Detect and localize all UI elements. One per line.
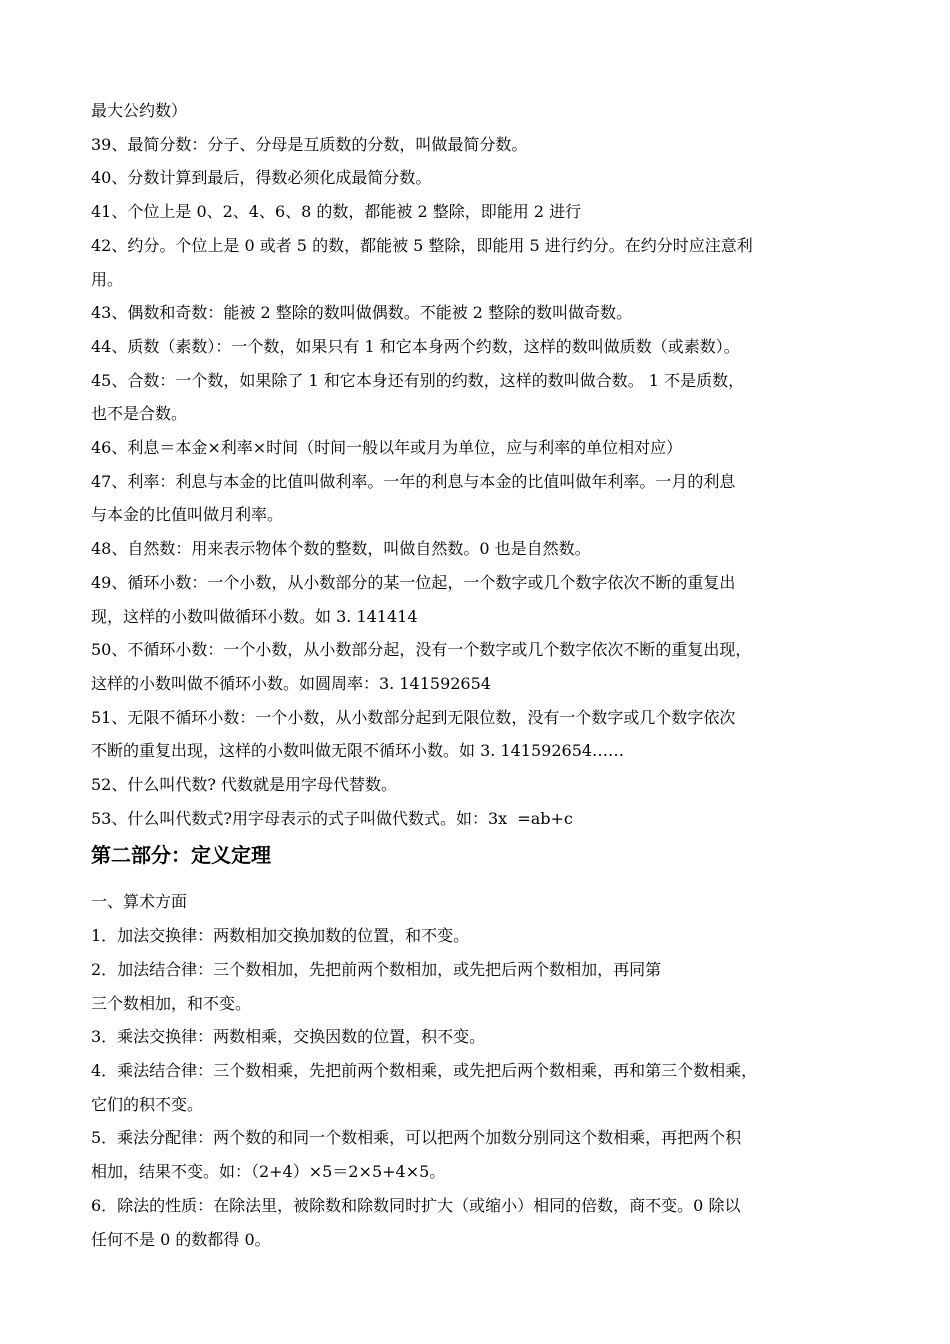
text-line: 44、质数（素数）：一个数，如果只有 1 和它本身两个约数，这样的数叫做质数（或素数）。 [91,336,740,356]
text-line: 用。 [91,269,124,289]
text-line: 41、个位上是 0、2、4、6、8 的数，都能被 2 整除，即能用 2 进行 [91,202,582,222]
text-line: 3．乘法交换律：两数相乘，交换因数的位置，积不变。 [91,1027,486,1047]
text-line: 53、什么叫代数式?用字母表示的式子叫做代数式。如：3x =ab+c [91,808,573,828]
text-line: 与本金的比值叫做月利率。 [91,505,284,525]
text-line: 现，这样的小数叫做循环小数。如 3. 141414 [91,606,418,626]
text-line: 49、循环小数：一个小数，从小数部分的某一位起，一个数字或几个数字依次不断的重复出 [91,572,736,592]
text-line: 它们的积不变。 [91,1094,204,1114]
text-line: 4．乘法结合律：三个数相乘，先把前两个数相乘，或先把后两个数相乘，再和第三个数相乘， [91,1060,758,1080]
text-line: 51、无限不循环小数：一个小数，从小数部分起到无限位数，没有一个数字或几个数字依次 [91,707,736,727]
text-line: 一、算术方面 [91,892,188,912]
text-line: 任何不是 0 的数都得 0。 [91,1229,271,1249]
text-line: 相加，结果不变。如：（2+4）×5＝2×5+4×5。 [91,1162,446,1182]
text-line: 6．除法的性质：在除法里，被除数和除数同时扩大（或缩小）相同的倍数，商不变。0 除以 [91,1195,741,1215]
text-line: 45、合数：一个数，如果除了 1 和它本身还有别的约数，这样的数叫做合数。 1 不是质数， [91,370,745,390]
text-line: 2．加法结合律：三个数相加，先把前两个数相加，或先把后两个数相加，再同第 [91,959,662,979]
text-line: 50、不循环小数：一个小数，从小数部分起，没有一个数字或几个数字依次不断的重复出现， [91,640,752,660]
text-line: 48、自然数：用来表示物体个数的整数，叫做自然数。0 也是自然数。 [91,539,591,559]
text-line: 46、利息＝本金×利率×时间（时间一般以年或月为单位，应与利率的单位相对应） [91,438,683,458]
text-line: 三个数相加，和不变。 [91,993,252,1013]
text-line: 最大公约数） [91,101,188,120]
text-line: 47、利率：利息与本金的比值叫做利率。一年的利息与本金的比值叫做年利率。一月的利息 [91,471,736,491]
section-heading: 第二部分：定义定理 [91,843,271,868]
text-line: 39、最简分数：分子、分母是互质数的分数，叫做最简分数。 [91,134,528,154]
text-line: 也不是合数。 [91,404,188,424]
text-line: 43、偶数和奇数：能被 2 整除的数叫做偶数。不能被 2 整除的数叫做奇数。 [91,303,633,323]
text-line: 52、什么叫代数? 代数就是用字母代替数。 [91,775,398,795]
text-line: 不断的重复出现，这样的小数叫做无限不循环小数。如 3. 141592654…… [91,741,625,761]
document-body [91,94,863,1256]
text-line: 这样的小数叫做不循环小数。如圆周率：3. 141592654 [91,673,491,693]
text-line: 40、分数计算到最后，得数必须化成最简分数。 [91,168,432,188]
text-line: 42、约分。个位上是 0 或者 5 的数，都能被 5 整除，即能用 5 进行约分。在约分时应注意利 [91,235,753,255]
text-line: 1．加法交换律：两数相加交换加数的位置，和不变。 [91,926,470,946]
text-line: 5．乘法分配律：两个数的和同一个数相乘，可以把两个加数分别同这个数相乘，再把两个积 [91,1128,742,1148]
